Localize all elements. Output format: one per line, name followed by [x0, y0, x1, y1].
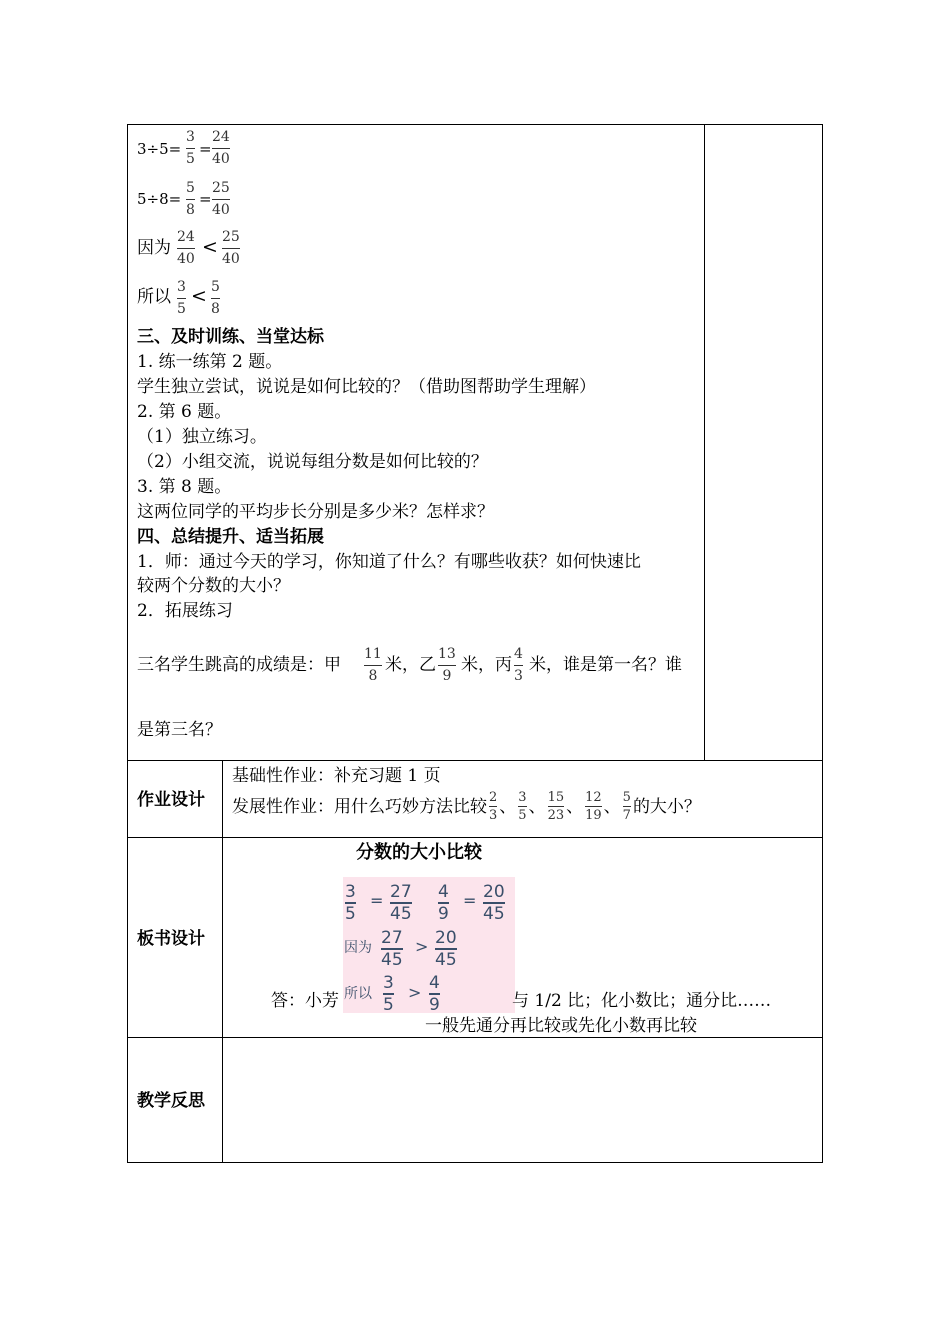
- denominator: 8: [368, 668, 378, 684]
- section3-heading: 三、及时训练、当堂达标: [137, 327, 324, 347]
- because-fraction-2: [222, 229, 240, 268]
- denominator: 5: [345, 904, 356, 924]
- table-row-divider-1: [127, 760, 823, 761]
- numerator: 12: [585, 790, 602, 805]
- numerator: 20: [483, 882, 505, 902]
- numerator: 4: [429, 973, 440, 993]
- eq1-fraction-2: [212, 129, 230, 168]
- denominator: 45: [435, 950, 457, 970]
- jump-fraction-1: [364, 646, 382, 685]
- homework-fraction-3: [548, 790, 565, 823]
- table-border-bottom: [127, 1162, 823, 1163]
- denominator: 19: [585, 808, 602, 823]
- numerator: 3: [383, 973, 394, 993]
- numerator: 3: [177, 279, 186, 295]
- so-fraction-2: [211, 279, 220, 318]
- denominator: 5: [186, 151, 195, 167]
- numerator: 11: [364, 646, 382, 662]
- numerator: 5: [622, 790, 631, 805]
- jump-fraction-3: [514, 646, 523, 685]
- denominator: 5: [383, 995, 394, 1015]
- numerator: 25: [222, 229, 240, 245]
- section4-line1: 1．师：通过今天的学习，你知道了什么？有哪些收获？如何快速比: [137, 552, 641, 572]
- jump-text-e: 是第三名？: [137, 720, 222, 740]
- eq2-prefix: 5÷8=: [137, 190, 182, 208]
- numerator: 15: [547, 790, 565, 805]
- board-fraction-3: [438, 883, 449, 923]
- numerator: 2: [489, 790, 498, 805]
- denominator: 9: [438, 904, 449, 924]
- denominator: 3: [514, 668, 523, 684]
- section4-heading: 四、总结提升、适当拓展: [137, 527, 324, 547]
- numerator: 3: [518, 790, 527, 805]
- board-fraction-8: [429, 974, 440, 1014]
- section3-line1: 1. 练一练第 2 题。: [137, 352, 283, 372]
- eq1-prefix: 3÷5=: [137, 140, 182, 158]
- table-row-divider-2: [127, 837, 823, 838]
- section3-line2: 学生独立尝试，说说是如何比较的？（借助图帮助学生理解）: [137, 377, 596, 397]
- denominator: 5: [518, 808, 527, 823]
- jump-text-b: 米，乙: [385, 655, 436, 675]
- denominator: 40: [212, 202, 230, 218]
- board-equals-1: =: [370, 891, 384, 910]
- board-because: 因为: [344, 940, 372, 956]
- eq1-equals: =: [199, 140, 212, 158]
- homework-fraction-1: [489, 790, 497, 823]
- homework-sep-1: 、: [499, 796, 517, 817]
- table-row-divider-3: [127, 1037, 823, 1038]
- board-image: [343, 877, 515, 1013]
- board-fraction-5: [381, 929, 403, 969]
- homework-basic: 基础性作业：补充习题 1 页: [232, 766, 441, 786]
- numerator: 3: [186, 129, 195, 145]
- denominator: 40: [177, 251, 195, 267]
- numerator: 25: [212, 180, 230, 196]
- section3-line7: 这两位同学的平均步长分别是多少米？怎样求？: [137, 502, 494, 522]
- denominator: 3: [489, 808, 498, 823]
- homework-sep-3: 、: [566, 796, 584, 817]
- so-label: 所以: [137, 287, 171, 307]
- section3-line5: （2）小组交流，说说每组分数是如何比较的？: [137, 452, 488, 472]
- denominator: 7: [622, 808, 631, 823]
- board-fraction-6: [435, 929, 457, 969]
- so-fraction-1: [177, 279, 186, 318]
- eq2-fraction-1: [186, 180, 195, 219]
- board-fraction-7: [383, 974, 394, 1014]
- table-border-left: [127, 124, 128, 1163]
- board-summary: 一般先通分再比较或先化小数再比较: [425, 1016, 697, 1036]
- table-col-divider-label: [222, 760, 223, 1163]
- numerator: 5: [211, 279, 220, 295]
- numerator: 4: [514, 646, 523, 662]
- board-answer-left: 答：小芳: [271, 991, 339, 1011]
- section3-line4: （1）独立练习。: [137, 427, 267, 447]
- board-fraction-1: [345, 883, 356, 923]
- board-title: 分数的大小比较: [356, 842, 482, 863]
- denominator: 8: [211, 301, 220, 317]
- homework-dev-suffix: 的大小？: [632, 796, 701, 817]
- section3-line3: 2. 第 6 题。: [137, 402, 232, 422]
- because-label: 因为: [137, 238, 171, 258]
- denominator: 45: [381, 950, 403, 970]
- section4-line3: 2．拓展练习: [137, 601, 233, 621]
- board-fraction-2: [390, 883, 412, 923]
- denominator: 9: [429, 995, 440, 1015]
- board-gt-1: >: [415, 937, 429, 956]
- denominator: 23: [547, 808, 565, 823]
- table-border-top: [127, 124, 823, 125]
- denominator: 40: [212, 151, 230, 167]
- board-fraction-4: [483, 883, 505, 923]
- homework-development: [232, 790, 701, 823]
- homework-sep-4: 、: [603, 796, 621, 817]
- table-border-right: [822, 124, 823, 1163]
- because-fraction-1: [177, 229, 195, 268]
- so-operator: <: [191, 285, 207, 307]
- denominator: 8: [186, 202, 195, 218]
- homework-fraction-5: [623, 790, 631, 823]
- numerator: 27: [381, 928, 403, 948]
- board-answer-right: 与 1/2 比；化小数比；通分比……: [512, 991, 772, 1011]
- numerator: 24: [177, 229, 195, 245]
- section3-line6: 3. 第 8 题。: [137, 477, 232, 497]
- section4-line2: 较两个分数的大小？: [137, 576, 290, 596]
- homework-fraction-4: [585, 790, 602, 823]
- numerator: 13: [438, 646, 456, 662]
- board-equals-2: =: [463, 891, 477, 910]
- reflection-label: 教学反思: [137, 1091, 205, 1111]
- board-so: 所以: [344, 986, 372, 1002]
- denominator: 45: [483, 904, 505, 924]
- numerator: 20: [435, 928, 457, 948]
- table-col-divider-right: [704, 124, 705, 761]
- because-operator: <: [202, 236, 218, 258]
- eq2-fraction-2: [212, 180, 230, 219]
- denominator: 9: [442, 668, 452, 684]
- numerator: 27: [390, 882, 412, 902]
- denominator: 45: [390, 904, 412, 924]
- numerator: 5: [186, 180, 195, 196]
- jump-fraction-2: [438, 646, 456, 685]
- numerator: 4: [438, 882, 449, 902]
- eq2-equals: =: [199, 190, 212, 208]
- homework-fraction-2: [518, 790, 526, 823]
- jump-text-c: 米，丙: [461, 655, 512, 675]
- homework-sep-2: 、: [528, 796, 546, 817]
- board-label: 板书设计: [137, 929, 205, 949]
- numerator: 3: [345, 882, 356, 902]
- board-gt-2: >: [408, 983, 422, 1002]
- jump-text-a: 三名学生跳高的成绩是：甲: [137, 655, 341, 675]
- eq1-fraction-1: [186, 129, 195, 168]
- numerator: 24: [212, 129, 230, 145]
- denominator: 40: [222, 251, 240, 267]
- jump-text-d: 米，谁是第一名？谁: [529, 655, 682, 675]
- denominator: 5: [177, 301, 186, 317]
- homework-label: 作业设计: [137, 790, 205, 810]
- homework-dev-prefix: 发展性作业：用什么巧妙方法比较: [232, 796, 487, 817]
